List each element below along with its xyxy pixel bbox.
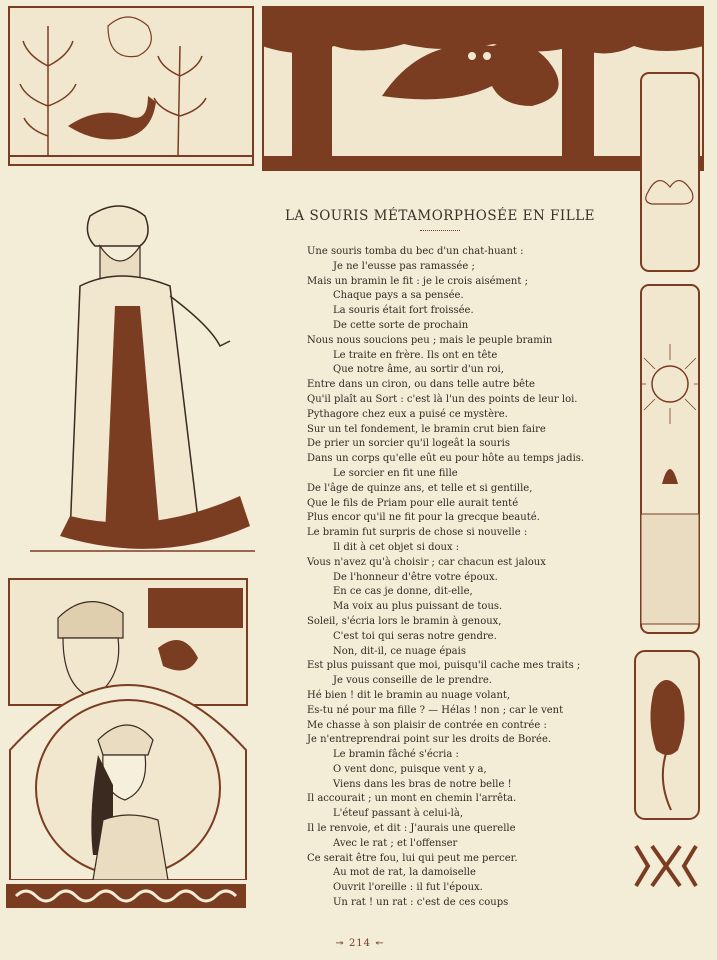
poem-line: Le traite en frère. Ils ont en tête (333, 349, 498, 361)
poem-line: Dans un corps qu'elle eût eu pour hôte au temps jadis. (307, 453, 585, 465)
poem-line: De prier un sorcier qu'il logeât la souris (307, 438, 510, 450)
poem-line: Je n'entreprendrai point sur les droits de Borée. (307, 734, 552, 746)
illustration-clouds (640, 72, 700, 272)
poem-line: De l'âge de quinze ans, et telle et si gentille, (307, 482, 533, 494)
decorative-ornament (632, 842, 700, 890)
poem-line: Qu'il plaît au Sort : c'est là l'un des points de leur loi. (307, 393, 578, 405)
poem-line: La souris était fort froissée. (333, 305, 474, 317)
illustration-bramin (30, 196, 255, 568)
illustration-girl-portrait (8, 680, 248, 880)
poem-line: O vent donc, puisque vent y a, (333, 763, 487, 775)
poem-title: LA SOURIS MÉTAMORPHOSÉE EN FILLE (284, 208, 596, 224)
poem-line: Vous n'avez qu'à choisir ; car chacun est jaloux (307, 556, 546, 568)
poem-line: Pythagore chez eux a puisé ce mystère. (307, 408, 508, 420)
poem-line: Est plus puissant que moi, puisqu'il cache mes traits ; (307, 660, 581, 672)
poem-line: Il accourait ; un mont en chemin l'arrêta. (307, 793, 517, 805)
poem-line: Me chasse à son plaisir de contrée en contrée : (307, 719, 547, 731)
poem-line: L'éteuf passant à celui-là, (333, 808, 464, 820)
poem-line: De l'honneur d'être votre époux. (333, 571, 498, 583)
poem-line: Non, dit-il, ce nuage épais (333, 645, 466, 657)
illustration-cat-plants (8, 6, 254, 166)
poem-line: Il dit à cet objet si doux : (333, 541, 460, 553)
poem-line: Il le renvoie, et dit : J'aurais une querelle (307, 823, 516, 835)
decorative-frieze (6, 884, 246, 908)
illustration-sun-mountain (640, 284, 700, 634)
poem-line: De cette sorte de prochain (333, 319, 469, 331)
poem-line: Chaque pays a sa pensée. (333, 290, 464, 302)
poem-line: Le bramin fâché s'écria : (333, 749, 459, 761)
poem-line: Une souris tomba du bec d'un chat-huant : (307, 246, 524, 257)
poem-line: Hé bien ! dit le bramin au nuage volant, (307, 689, 511, 701)
poem-line: Ouvrit l'oreille : il fut l'époux. (333, 882, 483, 894)
poem-line: Nous nous soucions peu ; mais le peuple bramin (307, 334, 553, 346)
poem-line: Entre dans un ciron, ou dans telle autre bête (307, 379, 535, 391)
poem-line: Je vous conseille de le prendre. (333, 675, 492, 687)
poem-line: Viens dans les bras de notre belle ! (333, 778, 512, 790)
illustration-rat (634, 650, 700, 820)
poem-line: Ce serait être fou, lui qui peut me percer. (307, 852, 518, 864)
poem-line: Le bramin fut surpris de chose si nouvelle : (307, 527, 528, 539)
page-number: ↠ 214 ↞ (335, 938, 385, 949)
poem-line: En ce cas je donne, dit-elle, (333, 586, 473, 598)
poem-line: Au mot de rat, la damoiselle (333, 867, 476, 879)
poem-line: Avec le rat ; et l'offenser (333, 837, 458, 849)
poem-line: Que le fils de Priam pour elle aurait tenté (307, 497, 519, 509)
poem-line: Mais un bramin le fit : je le crois aisément ; (307, 275, 528, 287)
poem-body (307, 245, 637, 911)
poem-line: Je ne l'eusse pas ramassée ; (333, 260, 475, 272)
poem-line: C'est toi qui seras notre gendre. (333, 630, 497, 642)
poem-line: Un rat ! un rat : c'est de ces coups (333, 897, 509, 909)
poem-line: Sur un tel fondement, le bramin crut bien faire (307, 423, 546, 435)
poem-line: Que notre âme, au sortir d'un roi, (333, 364, 504, 376)
illustration-owl-tree (262, 6, 704, 171)
title-divider (420, 230, 460, 231)
poem-line: Plus encor qu'il ne fit pour la grecque beauté. (307, 512, 540, 524)
poem-line: Es-tu né pour ma fille ? — Hélas ! non ; car le vent (307, 704, 564, 716)
poem-line: Soleil, s'écria lors le bramin à genoux, (307, 615, 502, 627)
poem-line: Ma voix au plus puissant de tous. (333, 601, 503, 613)
poem-line: Le sorcier en fit une fille (333, 467, 458, 479)
